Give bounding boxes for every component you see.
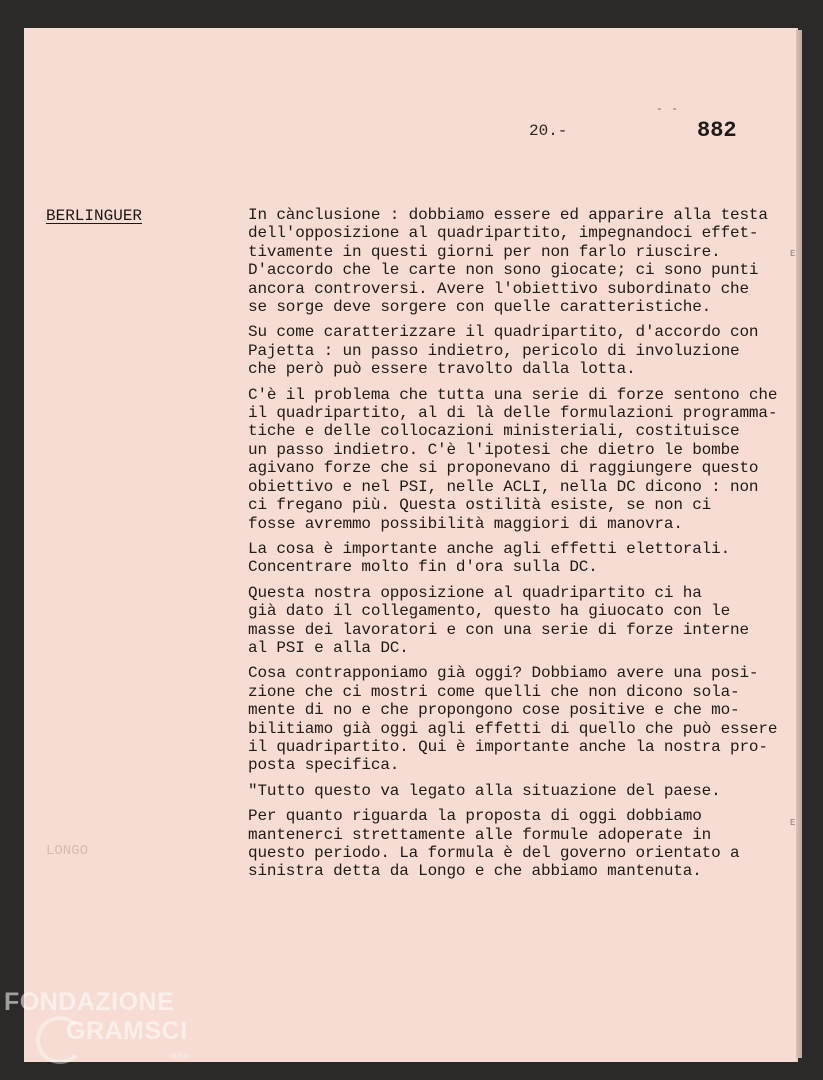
text-line: "Tutto questo va legato alla situazione del paese. — [248, 781, 721, 800]
watermark-sub: onlus — [170, 1051, 190, 1060]
text-line: Cosa contrapponiamo già oggi? Dobbiamo avere una posi- — [248, 664, 759, 683]
fondazione-gramsci-watermark — [4, 988, 190, 1060]
paragraph — [248, 323, 793, 378]
text-line: Pajetta : un passo indietro, pericolo di involuzione — [248, 341, 740, 360]
text-line: un passo indietro. C'è l'ipotesi che dietro le bombe — [248, 440, 740, 459]
paragraph — [248, 206, 796, 317]
header-dash-mark: - - — [656, 104, 679, 116]
watermark-line1: FONDAZIONE — [4, 988, 175, 1016]
text-line: al PSI e alla DC. — [248, 638, 409, 657]
text-line: mantenerci strettamente alle formule adoperate in — [248, 825, 712, 844]
paragraph — [248, 664, 793, 774]
paragraph — [248, 584, 793, 658]
text-line: posta specifica. — [248, 756, 400, 775]
text-line: questo periodo. La formula è del governo orientato a — [248, 844, 740, 862]
text-line: ancora controversi. Avere l'obiettivo subordinato che — [248, 279, 749, 298]
paragraph — [248, 807, 796, 881]
text-line: il quadripartito, al di là delle formulazioni programma- — [248, 404, 778, 423]
text-line: il quadripartito. Qui è importante anche la nostra pro- — [248, 737, 768, 756]
paragraph — [248, 386, 793, 533]
text-line: La cosa è importante anche agli effetti elettorali. — [248, 539, 731, 558]
text-line: sinistra detta da Longo e che abbiamo mantenuta. — [248, 862, 702, 881]
page-header — [0, 104, 823, 148]
page-edge — [796, 30, 802, 1058]
text-line: agivano forze che si proponevano di raggiungere questo — [248, 459, 759, 478]
speaker-name-bleedthrough: LONGO — [46, 843, 89, 859]
text-line: C'è il problema che tutta una serie di forze sentono che — [248, 385, 778, 404]
text-line: D'accordo che le carte non sono giocate; ci sono punti — [248, 261, 759, 280]
text-line: In cànclusione : dobbiamo essere ed apparire alla testa — [248, 206, 768, 224]
text-line: Per quanto riguarda la proposta di oggi dobbiamo — [248, 807, 702, 826]
text-line: bilitiamo già oggi agli effetti di quello che può essere — [248, 719, 778, 738]
text-line: già dato il collegamento, questo ha giuocato con le — [248, 602, 731, 621]
text-line: mente di no e che propongono cose positive e che mo- — [248, 701, 740, 720]
text-line: ci fregano più. Questa ostilità esiste, se non ci — [248, 496, 712, 515]
text-line: zione che ci mostri come quelli che non dicono sola- — [248, 682, 740, 701]
text-line: tiche e delle collocazioni ministeriali, costituisce — [248, 422, 740, 441]
text-line: tivamente in questi giorni per non farlo riuscire. — [248, 242, 721, 261]
paragraph — [248, 540, 793, 577]
text-line: Concentrare molto fin d'ora sulla DC. — [248, 558, 598, 577]
margin-mark: E — [790, 249, 796, 259]
margin-mark: E — [790, 818, 796, 828]
text-line: che però può essere travolto dalla lotta. — [248, 360, 636, 379]
watermark-line2: GRAMSCI — [66, 1017, 188, 1045]
g-logo-icon — [36, 1016, 84, 1064]
text-line: Su come caratterizzare il quadripartito, d'accordo con — [248, 323, 759, 342]
text-line: fosse avremmo possibilità maggiori di manovra. — [248, 514, 683, 533]
paragraph — [248, 782, 793, 800]
text-line: dell'opposizione al quadripartito, impegnandoci effet- — [248, 224, 759, 243]
text-line: obiettivo e nel PSI, nelle ACLI, nella DC dicono : non — [248, 477, 759, 496]
archive-page-number: 882 — [697, 118, 737, 143]
text-line: se sorge deve sorgere con quelle caratteristiche. — [248, 298, 712, 317]
speech-body — [248, 206, 796, 888]
text-line: masse dei lavoratori e con una serie di forze interne — [248, 620, 749, 639]
speaker-name: BERLINGUER — [46, 207, 143, 225]
page-sequence-number: 20.- — [529, 122, 568, 140]
text-line: Questa nostra opposizione al quadripartito ci ha — [248, 583, 702, 602]
